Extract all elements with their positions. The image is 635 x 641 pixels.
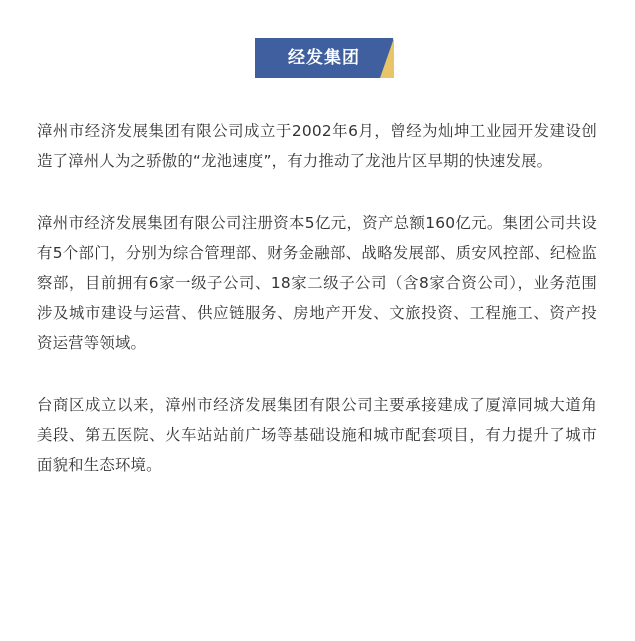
- article-body: [37, 116, 597, 512]
- paragraph-intro: 漳州市经济发展集团有限公司成立于2002年6月，曾经为灿坤工业园开发建设创造了漳州人为之骄傲的“龙池速度”，有力推动了龙池片区早期的快速发展。: [37, 122, 597, 170]
- section-title-badge: [255, 38, 393, 78]
- section-title: 经发集团: [288, 48, 360, 68]
- paragraph-structure: 漳州市经济发展集团有限公司注册资本5亿元，资产总额160亿元。集团公司共设有5个部门，分别为综合管理部、财务金融部、战略发展部、质安风控部、纪检监察部，目前拥有6家一级子公司、18家二级子公司（含8家合资公司），业务范围涉及城市建设与运营、供应链服务、房地产开发、文旅投资、工程施工、资产投资运营等领域。: [37, 214, 597, 352]
- paragraph-projects: 台商区成立以来，漳州市经济发展集团有限公司主要承接建成了厦漳同城大道角美段、第五医院、火车站站前广场等基础设施和城市配套项目，有力提升了城市面貌和生态环境。: [37, 396, 597, 474]
